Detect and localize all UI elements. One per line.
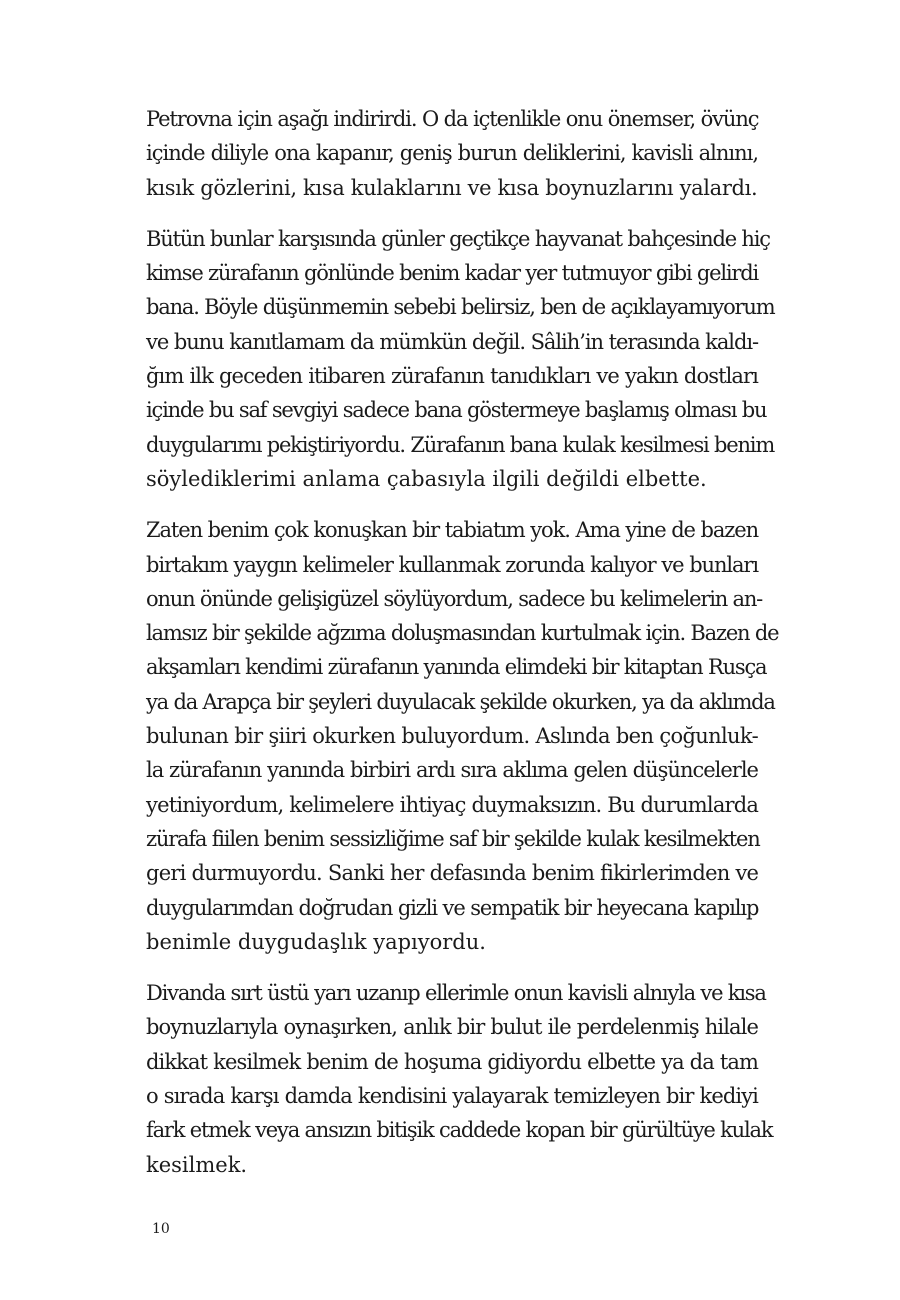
text-line: onun önünde gelişigüzel söylüyordum, sadece bu kelimelerin an- xyxy=(146,586,763,611)
text-line: fark etmek veya ansızın bitişik caddede kopan bir gürültüye kulak xyxy=(146,1118,773,1143)
text-line: ğım ilk geceden itibaren zürafanın tanıdıkları ve yakın dostları xyxy=(146,364,758,389)
page-number: 10 xyxy=(152,1221,170,1237)
text-line: geri durmuyordu. Sanki her defasında benim fikirlerimden ve xyxy=(146,861,759,886)
text-line: lamsız bir şekilde ağzıma doluşmasından kurtulmak için. Bazen de xyxy=(146,621,779,646)
text-line: benimle duygudaşlık yapıyordu. xyxy=(146,929,486,954)
text-line: içinde bu saf sevgiyi sadece bana göstermeye başlamış olması bu xyxy=(146,398,767,423)
text-line: zürafa fiilen benim sessizliğime saf bir şekilde kulak kesilmekten xyxy=(146,826,760,851)
text-line: söylediklerimi anlama çabasıyla ilgili değildi elbette. xyxy=(146,466,707,491)
text-line: ya da Arapça bir şeyleri duyulacak şekilde okurken, ya da aklımda xyxy=(146,689,775,714)
text-line: Petrovna için aşağı indirirdi. O da içtenlikle onu önemser, övünç xyxy=(146,107,759,131)
paragraph xyxy=(146,222,775,496)
text-line: bana. Böyle düşünmemin sebebi belirsiz, ben de açıklayamıyorum xyxy=(146,295,775,320)
text-line: yetiniyordum, kelimelere ihtiyaç duymaksızın. Bu durumlarda xyxy=(146,792,759,817)
text-line: bulunan bir şiiri okurken buluyordum. Aslında ben çoğunluk- xyxy=(146,724,759,749)
text-line: akşamları kendimi zürafanın yanında elimdeki bir kitaptan Rusça xyxy=(146,655,767,680)
text-line: Divanda sırt üstü yarı uzanıp ellerimle onun kavisli alnıyla ve kısa xyxy=(146,981,766,1006)
text-line: Zaten benim çok konuşkan bir tabiatım yok. Ama yine de bazen xyxy=(146,518,758,543)
paragraph xyxy=(146,976,773,1182)
text-line: duygularımı pekiştiriyordu. Zürafanın bana kulak kesilmesi benim xyxy=(146,432,775,457)
text-line: kesilmek. xyxy=(146,1152,248,1177)
text-line: kimse zürafanın gönlünde benim kadar yer tutmuyor gibi gelirdi xyxy=(146,261,758,286)
text-line: boynuzlarıyla oynaşırken, anlık bir bulut ile perdelenmiş hilale xyxy=(146,1015,758,1040)
paragraph xyxy=(146,102,758,205)
text-line: kısık gözlerini, kısa kulaklarını ve kısa boynuzlarını yalardı. xyxy=(146,175,758,200)
text-line: duygularımdan doğrudan gizli ve sempatik bir heyecana kapılıp xyxy=(146,895,759,920)
text-line: içinde diliyle ona kapanır, geniş burun deliklerini, kavisli alnını, xyxy=(146,141,758,166)
text-line: o sırada karşı damda kendisini yalayarak temizleyen bir kediyi xyxy=(146,1084,758,1109)
paragraph xyxy=(146,513,779,959)
body-text xyxy=(146,102,779,1199)
text-line: dikkat kesilmek benim de hoşuma gidiyordu elbette ya da tam xyxy=(146,1049,758,1074)
text-line: ve bunu kanıtlamam da mümkün değil. Sâlih’in terasında kaldı- xyxy=(146,329,759,354)
text-line: Bütün bunlar karşısında günler geçtikçe hayvanat bahçesinde hiç xyxy=(146,226,770,251)
text-line: la zürafanın yanında birbiri ardı sıra aklıma gelen düşüncelerle xyxy=(146,758,758,783)
text-line: birtakım yaygın kelimeler kullanmak zorunda kalıyor ve bunları xyxy=(146,552,758,577)
